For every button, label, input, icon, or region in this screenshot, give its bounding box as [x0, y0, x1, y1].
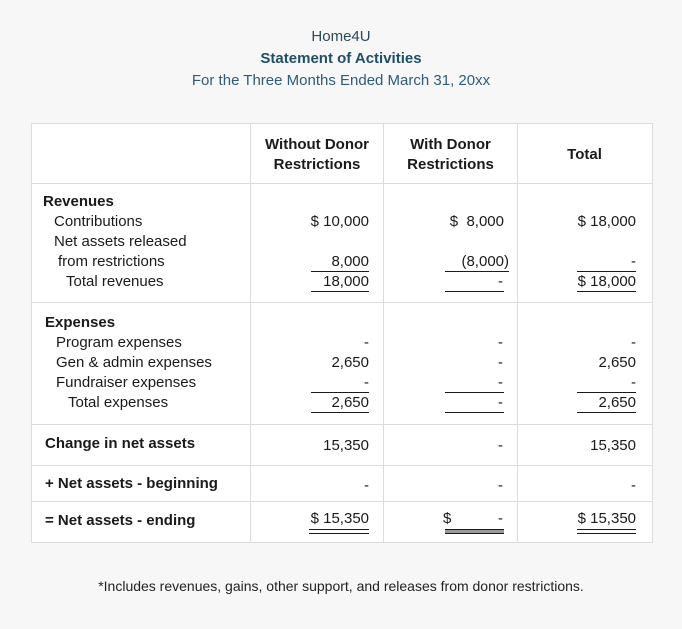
released-without: 8,000: [331, 253, 369, 270]
change-total: 15,350: [590, 437, 636, 454]
double-underline: [309, 529, 369, 534]
genadmin-without: 2,650: [331, 354, 369, 371]
change-without: 15,350: [323, 437, 369, 454]
beginning-total: -: [631, 477, 636, 494]
genadmin-total: 2,650: [598, 354, 636, 371]
released-total: -: [631, 253, 636, 270]
column-header-total: Total: [567, 146, 602, 163]
ending-with: -: [498, 510, 503, 527]
underline: [445, 412, 504, 413]
ending-with-symbol: $: [443, 510, 452, 527]
genadmin-with: -: [498, 354, 503, 371]
row-divider: [32, 465, 652, 466]
column-header-with-donor: [384, 135, 517, 175]
row-divider: [32, 501, 652, 502]
underline: [311, 291, 369, 292]
fundraiser-without: -: [364, 374, 369, 391]
statement-period: For the Three Months Ended March 31, 20xx: [191, 72, 491, 89]
underline: [577, 291, 636, 292]
program-total: -: [631, 334, 636, 351]
beginning-with: -: [498, 477, 503, 494]
beginning-label: + Net assets - beginning: [45, 475, 218, 492]
fundraiser-total: -: [631, 374, 636, 391]
total-expenses-total: 2,650: [598, 394, 636, 411]
row-divider: [32, 424, 652, 425]
underline: [445, 291, 504, 292]
total-expenses-label: Total expenses: [68, 394, 169, 411]
statement-title: Statement of Activities: [260, 50, 422, 67]
contributions-with: $ 8,000: [449, 213, 504, 230]
double-underline: [445, 529, 504, 534]
contributions-total: $ 18,000: [577, 213, 636, 230]
total-revenues-with: -: [498, 273, 503, 290]
total-revenues-total: $ 18,000: [577, 273, 636, 290]
total-revenues-without: 18,000: [323, 273, 369, 290]
row-divider: [32, 302, 652, 303]
column-header-line: With Donor: [410, 136, 491, 153]
total-revenues-label: Total revenues: [66, 273, 164, 290]
released-label: Net assets released: [54, 233, 187, 250]
revenues-heading: Revenues: [43, 193, 114, 210]
released-label: from restrictions: [58, 253, 165, 270]
program-with: -: [498, 334, 503, 351]
column-header-line: Restrictions: [407, 156, 494, 173]
total-expenses-without: 2,650: [331, 394, 369, 411]
column-header-line: Restrictions: [273, 156, 361, 173]
fundraiser-expenses-label: Fundraiser expenses: [56, 374, 197, 391]
genadmin-expenses-label: Gen & admin expenses: [56, 354, 212, 371]
released-with: (8,000): [461, 253, 509, 270]
ending-total: $ 15,350: [577, 510, 636, 527]
company-name: Home4U: [311, 28, 371, 45]
program-expenses-label: Program expenses: [56, 334, 182, 351]
double-underline: [577, 529, 636, 534]
row-divider: [32, 183, 652, 184]
fundraiser-with: -: [498, 374, 503, 391]
beginning-without: -: [364, 477, 369, 494]
program-without: -: [364, 334, 369, 351]
change-label: Change in net assets: [45, 435, 196, 452]
underline: [311, 412, 369, 413]
ending-label: = Net assets - ending: [45, 512, 196, 529]
underline: [577, 412, 636, 413]
footnote: *Includes revenues, gains, other support, and releases from donor restrictions.: [98, 578, 584, 594]
ending-without: $ 15,350: [310, 510, 369, 527]
total-expenses-with: -: [498, 394, 503, 411]
column-header-line: Without Donor: [265, 136, 369, 153]
contributions-label: Contributions: [54, 213, 143, 230]
statement-table: [31, 123, 653, 543]
column-header-without-donor: [251, 135, 383, 175]
contributions-without: $ 10,000: [310, 213, 369, 230]
expenses-heading: Expenses: [45, 314, 116, 331]
change-with: -: [498, 437, 503, 454]
